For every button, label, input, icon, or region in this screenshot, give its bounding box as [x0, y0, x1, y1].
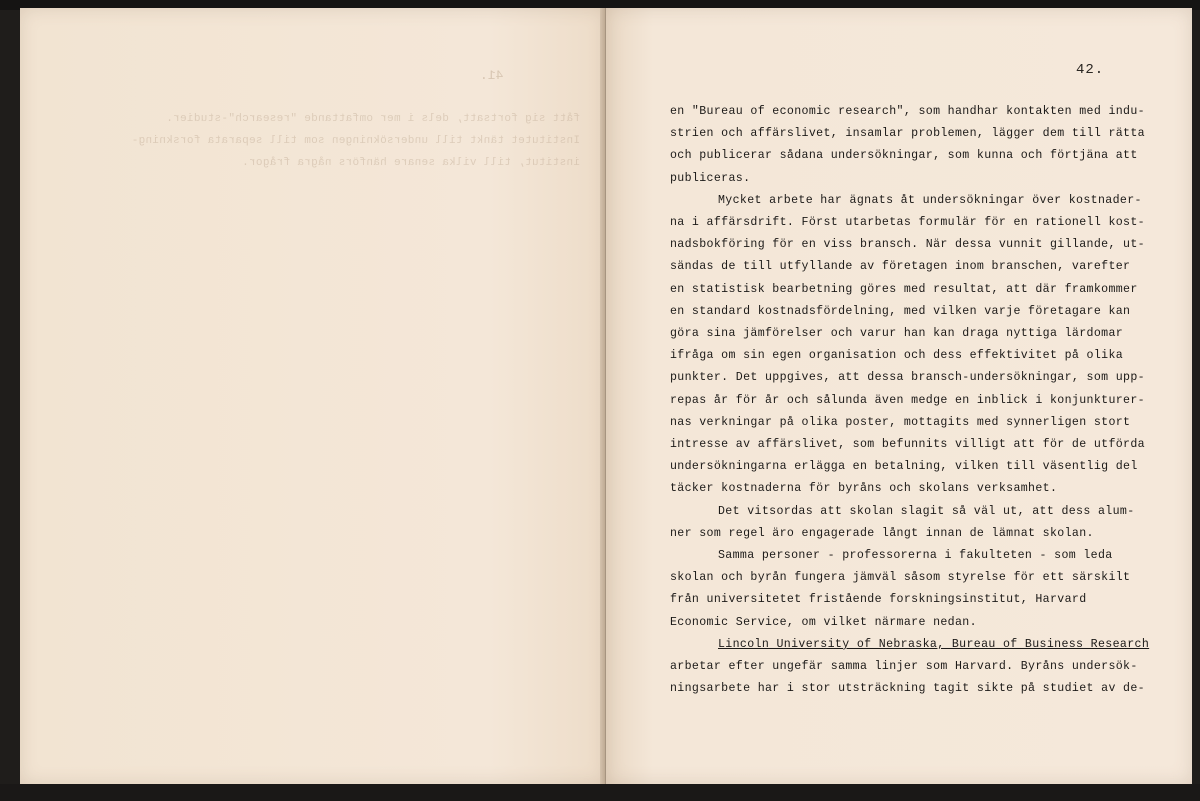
- text-line: strien och affärslivet, insamlar problemen, lägger dem till rätta: [670, 127, 1145, 141]
- text-line: täcker kostnaderna för byråns och skolans verksamhet.: [670, 482, 1058, 496]
- scanner-frame-bottom: [0, 784, 1200, 801]
- text-line: skolan och byrån fungera jämväl såsom styrelse för ett särskilt: [670, 571, 1131, 585]
- text-line: Economic Service, om vilket närmare nedan.: [670, 615, 977, 629]
- text-line: Mycket arbete har ägnats åt undersökningar över kostnader-: [718, 193, 1142, 207]
- page-body-text: [670, 101, 1150, 700]
- text-line: från universitetet fristående forskningsinstitut, Harvard: [670, 593, 1087, 607]
- text-line: nadsbokföring för en viss bransch. När dessa vunnit gillande, ut-: [670, 238, 1145, 252]
- section-heading: [670, 634, 1150, 656]
- text-line: nas verkningar på olika poster, mottagits med synnerligen stort: [670, 415, 1131, 429]
- text-line: en standard kostnadsfördelning, med vilken varje företagare kan: [670, 304, 1131, 318]
- page-number: 42.: [1076, 62, 1105, 78]
- text-line: undersökningarna erlägga en betalning, vilken till väsentlig del: [670, 460, 1138, 474]
- text-line: och publicerar sådana undersökningar, som kunna och förtjäna att: [670, 149, 1138, 163]
- text-line: publiceras.: [670, 171, 751, 185]
- text-line: repas år för år och sålunda även medge en inblick i konjunkturer-: [670, 393, 1145, 407]
- text-line: sändas de till utfyllande av företagen inom branschen, varefter: [670, 260, 1131, 274]
- bleed-through-page-number: 41.: [480, 68, 504, 83]
- left-page-bleed-through-text: fått sig fortsatt, dels i mer omfattande "research"-studier. Institutet tänkt till undersökningen som till separata forskning- institut, till vilka senare hänförs några frågor.: [131, 113, 580, 170]
- text-line: en statistisk bearbetning göres med resultat, att där framkommer: [670, 282, 1138, 296]
- text-line: arbetar efter ungefär samma linjer som Harvard. Byråns undersök-: [670, 660, 1138, 674]
- text-line: punkter. Det uppgives, att dessa bransch-undersökningar, som upp-: [670, 371, 1145, 385]
- text-line: ner som regel äro engagerade långt innan de lämnat skolan.: [670, 526, 1094, 540]
- text-line: göra sina jämförelser och varur han kan draga nyttiga lärdomar: [670, 327, 1124, 341]
- text-line: ningsarbete har i stor utsträckning tagit sikte på studiet av de-: [670, 682, 1145, 696]
- text-line: Samma personer - professorerna i fakulteten - som leda: [718, 549, 1113, 563]
- text-line: ifråga om sin egen organisation och dess effektivitet på olika: [670, 349, 1124, 363]
- text-line: Det vitsordas att skolan slagit så väl ut, att dess alum-: [718, 504, 1135, 518]
- section-heading-text: Lincoln University of Nebraska, Bureau of Business Research: [718, 637, 1150, 651]
- text-line: na i affärsdrift. Först utarbetas formulär för en rationell kost-: [670, 216, 1145, 230]
- text-line: en "Bureau of economic research", som handhar kontakten med indu-: [670, 105, 1145, 118]
- text-line: intresse av affärslivet, som befunnits villigt att för de utförda: [670, 438, 1145, 452]
